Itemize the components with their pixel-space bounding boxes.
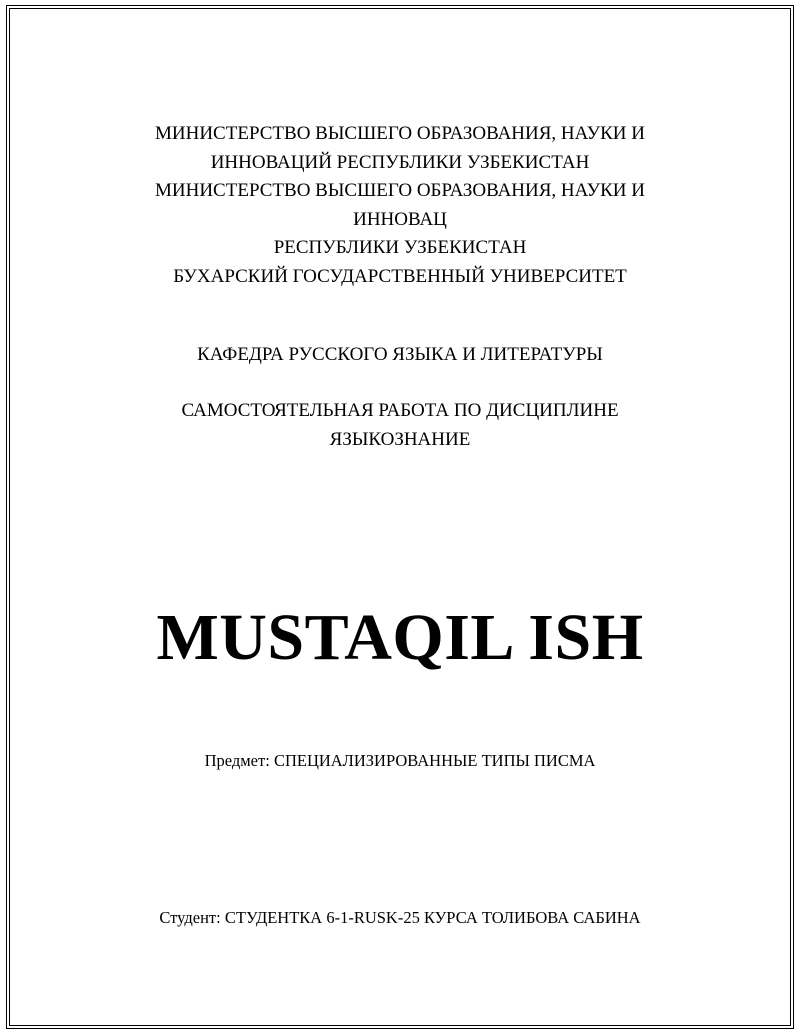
ministry-line: ИННОВАЦИЙ РЕСПУБЛИКИ УЗБЕКИСТАН xyxy=(210,151,590,173)
subject-value: СПЕЦИАЛИЗИРОВАННЫЕ ТИПЫ ПИСМА xyxy=(273,751,596,770)
ministry-header xyxy=(0,120,800,291)
department-line: КАФЕДРА РУССКОГО ЯЗЫКА И ЛИТЕРАТУРЫ xyxy=(197,344,603,365)
subject-label: Предмет: xyxy=(204,751,270,770)
department-name xyxy=(0,341,800,370)
document-title: MUSTAQIL ISH xyxy=(156,601,644,674)
subject-line xyxy=(0,747,800,776)
work-description xyxy=(0,397,800,454)
student-label: Студент: xyxy=(159,908,221,927)
student-value: СТУДЕНТКА 6-1-RUSK-25 КУРСА ТОЛИБОВА САБИНА xyxy=(224,908,641,927)
university-name: БУХАРСКИЙ ГОСУДАРСТВЕННЫЙ УНИВЕРСИТЕТ xyxy=(173,265,627,287)
work-line: САМОСТОЯТЕЛЬНАЯ РАБОТА ПО ДИСЦИПЛИНЕ xyxy=(181,400,619,421)
ministry-line: МИНИСТЕРСТВО ВЫСШЕГО ОБРАЗОВАНИЯ, НАУКИ И xyxy=(155,123,645,144)
discipline-line: ЯЗЫКОЗНАНИЕ xyxy=(329,428,471,450)
student-line xyxy=(0,904,800,933)
ministry-line: ИННОВАЦ xyxy=(353,208,447,230)
ministry-line: МИНИСТЕРСТВО ВЫСШЕГО ОБРАЗОВАНИЯ, НАУКИ И xyxy=(155,180,645,201)
ministry-line: РЕСПУБЛИКИ УЗБЕКИСТАН xyxy=(273,237,527,258)
